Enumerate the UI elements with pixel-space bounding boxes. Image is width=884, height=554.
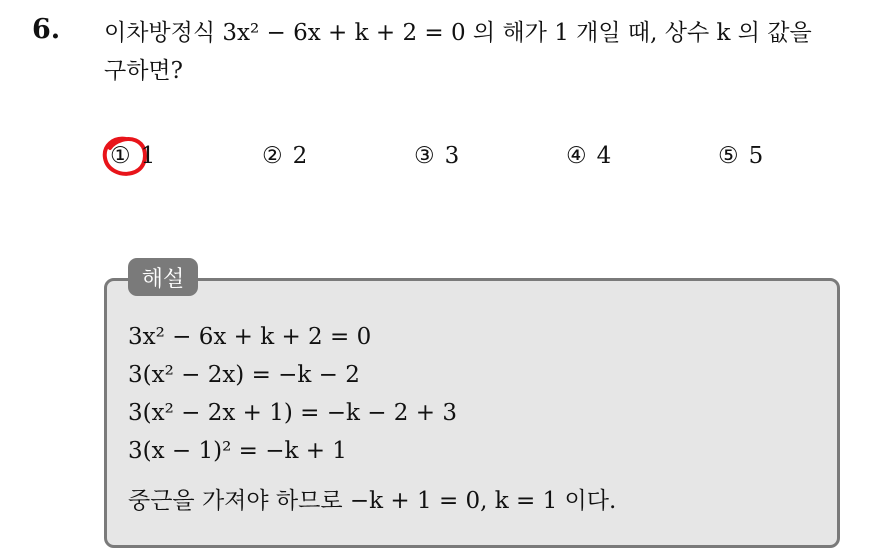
choice-2-value: 2 <box>292 143 308 169</box>
choice-4-value: 4 <box>596 143 612 169</box>
choice-3[interactable] <box>414 143 459 169</box>
choice-2-mark: ② <box>262 143 283 169</box>
choice-5[interactable] <box>718 143 763 169</box>
solution-line-1: 3x² − 6x + k + 2 = 0 <box>128 324 372 350</box>
solution-line-4: 3(x − 1)² = −k + 1 <box>128 438 347 464</box>
choice-3-mark: ③ <box>414 143 435 169</box>
solution-line-2: 3(x² − 2x) = −k − 2 <box>128 362 360 388</box>
question-line-2: 구하면? <box>104 58 183 84</box>
choice-2[interactable] <box>262 143 307 169</box>
solution-lines <box>128 318 616 524</box>
choice-1-mark: ① <box>110 143 131 169</box>
choice-4-mark: ④ <box>566 143 587 169</box>
choice-5-value: 5 <box>748 143 764 169</box>
choice-5-mark: ⑤ <box>718 143 739 169</box>
question-text <box>104 14 874 90</box>
solution-conclusion: 중근을 가져야 하므로 −k + 1 = 0, k = 1 이다. <box>128 488 617 514</box>
choice-1-value: 1 <box>140 143 156 169</box>
solution-line-3: 3(x² − 2x + 1) = −k − 2 + 3 <box>128 400 457 426</box>
solution-tab: 해설 <box>128 258 198 296</box>
question-line-1: 이차방정식 3x² − 6x + k + 2 = 0 의 해가 1 개일 때, 상수 k 의 값을 <box>104 20 812 46</box>
question-number: 6. <box>32 14 61 45</box>
choice-1[interactable] <box>110 143 155 169</box>
choice-4[interactable] <box>566 143 611 169</box>
choice-3-value: 3 <box>444 143 460 169</box>
